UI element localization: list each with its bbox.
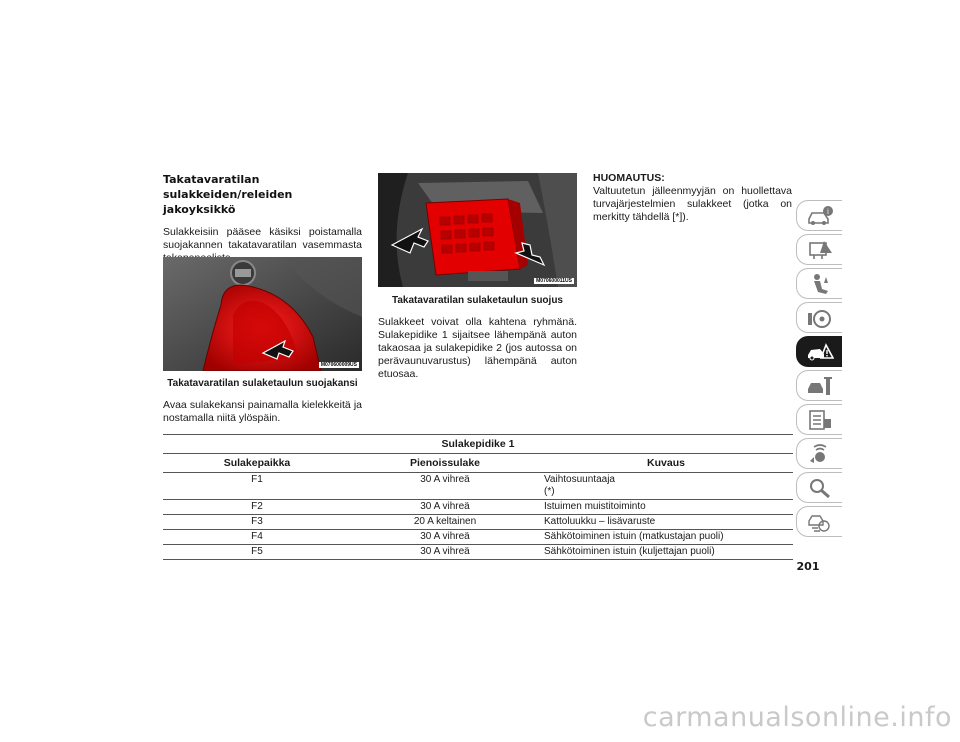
fuse-description: Sähkötoiminen istuin (kuljettajan puoli) <box>539 545 793 560</box>
warning-light-icon <box>806 239 834 261</box>
note-title: HUOMAUTUS: <box>593 172 665 184</box>
table-row <box>163 473 793 500</box>
left-column <box>163 172 362 265</box>
fuse-description: Kattoluukku – lisävaruste <box>539 515 793 530</box>
column-header-fuse: Pienoissulake <box>351 454 539 473</box>
fuse-rating: 30 A vihreä <box>351 530 539 545</box>
table-row <box>163 515 793 530</box>
fuse-rating: 20 A keltainen <box>351 515 539 530</box>
fuse-table <box>163 434 793 560</box>
table-caption: Sulakepidike 1 <box>163 435 793 454</box>
fuse-slot: F4 <box>163 530 351 545</box>
svg-text:i: i <box>827 208 829 216</box>
tab-safety[interactable] <box>796 268 842 299</box>
right-column <box>593 172 792 224</box>
fuse-description-line: (*) <box>544 486 555 497</box>
watermark: carmanualsonline.info <box>642 702 952 733</box>
tab-multimedia[interactable] <box>796 438 842 469</box>
open-cover-paragraph: Avaa sulakekansi painamalla kielekkeitä ja nostamalla niitä ylöspäin. <box>163 399 362 424</box>
table-row <box>163 545 793 560</box>
search-index-icon <box>806 477 834 499</box>
tab-index[interactable] <box>796 472 842 503</box>
intro-paragraph: Sulakkeisiin pääsee käsiksi poistamalla suojakannen takatavaratilan vasemmasta <box>163 226 362 251</box>
tab-driving[interactable] <box>796 302 842 333</box>
column-header-slot: Sulakepaikka <box>163 454 351 473</box>
tab-languages[interactable] <box>796 506 842 537</box>
tab-warning-lights[interactable] <box>796 234 842 265</box>
figure-code: M070600011US <box>536 278 572 284</box>
page-number: 201 <box>796 560 820 573</box>
multimedia-icon <box>806 443 834 465</box>
fuse-box-illustration <box>378 173 577 287</box>
figure-caption-middle: Takatavaratilan sulaketaulun suojus <box>392 295 563 306</box>
fuse-description: Sähkötoiminen istuin (matkustajan puoli) <box>539 530 793 545</box>
fuse-slot: F1 <box>163 473 351 500</box>
car-info-icon <box>806 205 834 227</box>
language-icon <box>806 511 834 533</box>
fuse-description: Istuimen muistitoiminto <box>539 500 793 515</box>
figure-code: M070600009US <box>320 362 357 368</box>
fuse-box-figure <box>378 173 577 287</box>
fuse-description <box>539 473 793 500</box>
seat-safety-icon <box>806 273 834 295</box>
fuse-slot: F5 <box>163 545 351 560</box>
column-header-description: Kuvaus <box>539 454 793 473</box>
fuse-groups-paragraph: Sulakkeet voivat olla kahtena ryhmänä. Sulakepidike 1 sijaitsee lähempänä auton takaosaa ja sulakepidike 2 (jos autossa on perävaunuvarustus) lähempänä auton etuosaa. <box>378 316 577 380</box>
service-tools-icon <box>806 375 834 397</box>
note-text: Valtuutetun jälleenmyyjän on huollettava turvajärjestelmien sulakkeet (jotka on merkitty tähdellä [*]). <box>593 185 792 223</box>
fuse-cover-figure <box>163 257 362 371</box>
tab-vehicle-info[interactable] <box>796 200 842 231</box>
steering-wheel-icon <box>806 307 834 329</box>
fuse-rating: 30 A vihreä <box>351 545 539 560</box>
emergency-car-icon <box>806 341 834 363</box>
fuse-rating: 30 A vihreä <box>351 473 539 500</box>
middle-column-body <box>378 316 577 381</box>
fuse-slot: F2 <box>163 500 351 515</box>
spec-list-icon <box>806 409 834 431</box>
tab-specifications[interactable] <box>796 404 842 435</box>
left-column-body <box>163 399 362 425</box>
fuse-rating: 30 A vihreä <box>351 500 539 515</box>
figure-caption-left: Takatavaratilan sulaketaulun suojakansi <box>167 378 358 389</box>
tab-emergency[interactable] <box>796 336 842 367</box>
table-row <box>163 530 793 545</box>
fuse-slot: F3 <box>163 515 351 530</box>
fuse-description-line: Vaihtosuuntaaja <box>544 474 615 485</box>
fuse-cover-illustration <box>163 257 362 371</box>
section-heading: Takatavaratilan sulakkeiden/releiden jakoyksikkö <box>163 173 293 216</box>
tab-service[interactable] <box>796 370 842 401</box>
table-row <box>163 500 793 515</box>
